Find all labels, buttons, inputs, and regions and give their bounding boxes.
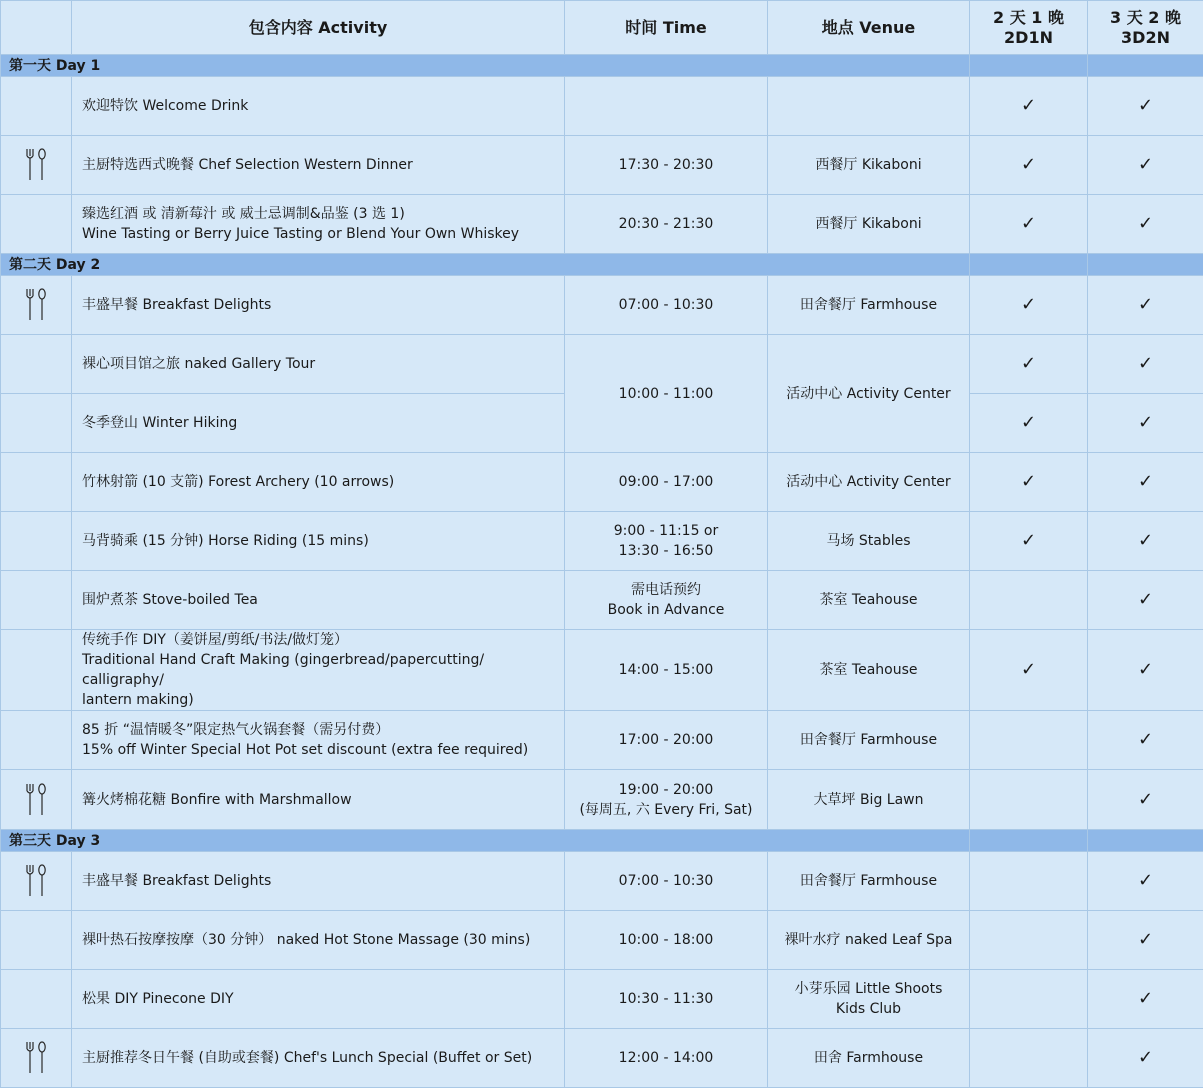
- venue-cell-line: 马场 Stables: [778, 531, 959, 551]
- header-2d1n-en: 2D1N: [980, 28, 1077, 48]
- time-cell: [565, 276, 768, 335]
- activity-cell-line: 裸心项目馆之旅 naked Gallery Tour: [82, 354, 554, 374]
- activity-cell: [72, 512, 565, 571]
- check-3d2n: ✓: [1088, 1029, 1203, 1088]
- activity-cell: [72, 335, 565, 394]
- utensils-icon: [23, 287, 49, 323]
- venue-cell: [768, 630, 970, 711]
- header-icon-col: [1, 1, 72, 55]
- venue-cell-line: 西餐厅 Kikaboni: [778, 214, 959, 234]
- check-2d1n: [970, 970, 1088, 1029]
- venue-cell-line: 田舍餐厅 Farmhouse: [778, 295, 959, 315]
- activity-cell: [72, 770, 565, 830]
- day-pkg1-cell: [970, 254, 1088, 276]
- activity-cell: [72, 1029, 565, 1088]
- icon-cell: [1, 394, 72, 453]
- check-2d1n: ✓: [970, 394, 1088, 453]
- activity-cell-line: 竹林射箭 (10 支箭) Forest Archery (10 arrows): [82, 472, 554, 492]
- venue-cell-line: 活动中心 Activity Center: [778, 472, 959, 492]
- venue-cell: [768, 1029, 970, 1088]
- venue-cell-line: Kids Club: [778, 999, 959, 1019]
- check-3d2n: ✓: [1088, 770, 1203, 830]
- time-cell-line: 需电话预约: [575, 580, 757, 600]
- time-cell: [565, 77, 768, 136]
- check-2d1n: [970, 911, 1088, 970]
- header-3d2n-cn: 3 天 2 晚: [1098, 8, 1193, 28]
- activity-cell-line: lantern making): [82, 690, 554, 710]
- time-cell: [565, 335, 768, 453]
- check-3d2n: ✓: [1088, 77, 1203, 136]
- time-cell: [565, 453, 768, 512]
- utensils-icon: [23, 863, 49, 899]
- activity-row: [1, 571, 1203, 630]
- icon-cell: [1, 453, 72, 512]
- activity-cell: [72, 195, 565, 254]
- venue-cell: [768, 911, 970, 970]
- time-cell: [565, 711, 768, 770]
- check-3d2n: ✓: [1088, 276, 1203, 335]
- check-2d1n: ✓: [970, 453, 1088, 512]
- activity-cell: [72, 394, 565, 453]
- day-pkg2-cell: [1088, 830, 1203, 852]
- day-pkg1-cell: [970, 55, 1088, 77]
- check-2d1n: [970, 1029, 1088, 1088]
- time-cell-line: 17:30 - 20:30: [575, 155, 757, 175]
- icon-cell: [1, 911, 72, 970]
- time-cell: [565, 770, 768, 830]
- activity-cell: [72, 571, 565, 630]
- check-2d1n: [970, 852, 1088, 911]
- icon-cell: [1, 195, 72, 254]
- time-cell: [565, 1029, 768, 1088]
- activity-row: [1, 276, 1203, 335]
- check-3d2n: ✓: [1088, 711, 1203, 770]
- activity-cell-line: 臻选红酒 或 清新莓汁 或 威士忌调制&品鉴 (3 选 1): [82, 204, 554, 224]
- utensils-icon: [23, 147, 49, 183]
- activity-row: [1, 852, 1203, 911]
- activity-cell-line: 欢迎特饮 Welcome Drink: [82, 96, 554, 116]
- time-cell-line: 07:00 - 10:30: [575, 295, 757, 315]
- activity-row: [1, 630, 1203, 711]
- venue-cell: [768, 512, 970, 571]
- activity-cell: [72, 136, 565, 195]
- activity-cell-line: 主厨特选西式晚餐 Chef Selection Western Dinner: [82, 155, 554, 175]
- time-cell: [565, 630, 768, 711]
- time-cell: [565, 571, 768, 630]
- check-2d1n: [970, 571, 1088, 630]
- activity-row: [1, 711, 1203, 770]
- venue-cell: [768, 136, 970, 195]
- activity-cell: [72, 453, 565, 512]
- activity-cell-line: 篝火烤棉花糖 Bonfire with Marshmallow: [82, 790, 554, 810]
- activity-cell-line: Wine Tasting or Berry Juice Tasting or Blend Your Own Whiskey: [82, 224, 554, 244]
- venue-cell-line: 茶室 Teahouse: [778, 590, 959, 610]
- check-3d2n: ✓: [1088, 394, 1203, 453]
- header-3d2n-en: 3D2N: [1098, 28, 1193, 48]
- time-cell-line: 10:00 - 11:00: [575, 384, 757, 404]
- icon-cell: [1, 852, 72, 911]
- day-header-row: [1, 55, 1203, 77]
- day-title: 第三天 Day 3: [1, 830, 970, 852]
- activity-row: [1, 1029, 1203, 1088]
- time-cell-line: 20:30 - 21:30: [575, 214, 757, 234]
- time-cell-line: 09:00 - 17:00: [575, 472, 757, 492]
- activity-cell-line: 丰盛早餐 Breakfast Delights: [82, 295, 554, 315]
- icon-cell: [1, 77, 72, 136]
- venue-cell-line: 茶室 Teahouse: [778, 660, 959, 680]
- venue-cell: [768, 711, 970, 770]
- activity-cell: [72, 77, 565, 136]
- time-cell-line: 12:00 - 14:00: [575, 1048, 757, 1068]
- activity-cell-line: 15% off Winter Special Hot Pot set discount (extra fee required): [82, 740, 554, 760]
- activity-cell: [72, 630, 565, 711]
- check-2d1n: ✓: [970, 276, 1088, 335]
- check-2d1n: ✓: [970, 195, 1088, 254]
- day-header-row: [1, 254, 1203, 276]
- check-3d2n: ✓: [1088, 195, 1203, 254]
- activity-row: [1, 770, 1203, 830]
- time-cell-line: 10:00 - 18:00: [575, 930, 757, 950]
- time-cell-line: 13:30 - 16:50: [575, 541, 757, 561]
- venue-cell: [768, 571, 970, 630]
- check-3d2n: ✓: [1088, 911, 1203, 970]
- venue-cell-line: 田舍餐厅 Farmhouse: [778, 871, 959, 891]
- check-3d2n: ✓: [1088, 512, 1203, 571]
- header-2d1n-cn: 2 天 1 晚: [980, 8, 1077, 28]
- venue-cell-line: 活动中心 Activity Center: [778, 384, 959, 404]
- check-3d2n: ✓: [1088, 571, 1203, 630]
- check-3d2n: ✓: [1088, 136, 1203, 195]
- activity-row: [1, 970, 1203, 1029]
- venue-cell: [768, 852, 970, 911]
- icon-cell: [1, 770, 72, 830]
- venue-cell-line: 田舍 Farmhouse: [778, 1048, 959, 1068]
- time-cell-line: 9:00 - 11:15 or: [575, 521, 757, 541]
- time-cell-line: 10:30 - 11:30: [575, 989, 757, 1009]
- time-cell-line: 17:00 - 20:00: [575, 730, 757, 750]
- icon-cell: [1, 1029, 72, 1088]
- activity-row: [1, 195, 1203, 254]
- header-3d2n: [1088, 1, 1203, 55]
- time-cell: [565, 911, 768, 970]
- venue-cell: [768, 276, 970, 335]
- activity-row: [1, 77, 1203, 136]
- venue-cell: [768, 77, 970, 136]
- venue-cell-line: 田舍餐厅 Farmhouse: [778, 730, 959, 750]
- header-row: [1, 1, 1203, 55]
- activity-cell-line: 85 折 “温情暖冬”限定热气火锅套餐（需另付费）: [82, 720, 554, 740]
- header-venue: 地点 Venue: [768, 1, 970, 55]
- venue-cell-line: 大草坪 Big Lawn: [778, 790, 959, 810]
- header-2d1n: [970, 1, 1088, 55]
- icon-cell: [1, 512, 72, 571]
- check-2d1n: ✓: [970, 136, 1088, 195]
- venue-cell: [768, 335, 970, 453]
- activity-cell-line: 马背骑乘 (15 分钟) Horse Riding (15 mins): [82, 531, 554, 551]
- activity-cell-line: 丰盛早餐 Breakfast Delights: [82, 871, 554, 891]
- time-cell: [565, 512, 768, 571]
- check-2d1n: ✓: [970, 630, 1088, 711]
- time-cell: [565, 136, 768, 195]
- activity-cell-line: 围炉煮茶 Stove-boiled Tea: [82, 590, 554, 610]
- time-cell: [565, 195, 768, 254]
- activity-row: [1, 512, 1203, 571]
- venue-cell: [768, 970, 970, 1029]
- activity-cell-line: Traditional Hand Craft Making (gingerbread/papercutting/ calligraphy/: [82, 650, 554, 690]
- activity-row: [1, 136, 1203, 195]
- activity-cell: [72, 911, 565, 970]
- utensils-icon: [23, 1040, 49, 1076]
- day-pkg1-cell: [970, 830, 1088, 852]
- check-3d2n: ✓: [1088, 852, 1203, 911]
- icon-cell: [1, 571, 72, 630]
- activity-cell-line: 传统手作 DIY（姜饼屋/剪纸/书法/做灯笼）: [82, 630, 554, 650]
- icon-cell: [1, 136, 72, 195]
- venue-cell: [768, 770, 970, 830]
- icon-cell: [1, 276, 72, 335]
- activity-cell-line: 松果 DIY Pinecone DIY: [82, 989, 554, 1009]
- venue-cell-line: 西餐厅 Kikaboni: [778, 155, 959, 175]
- time-cell: [565, 852, 768, 911]
- check-3d2n: ✓: [1088, 970, 1203, 1029]
- icon-cell: [1, 335, 72, 394]
- time-cell-line: 14:00 - 15:00: [575, 660, 757, 680]
- activity-cell: [72, 276, 565, 335]
- header-time: 时间 Time: [565, 1, 768, 55]
- header-activity: 包含内容 Activity: [72, 1, 565, 55]
- icon-cell: [1, 630, 72, 711]
- venue-cell-line: 裸叶水疗 naked Leaf Spa: [778, 930, 959, 950]
- check-2d1n: [970, 770, 1088, 830]
- venue-cell: [768, 195, 970, 254]
- day-title: 第一天 Day 1: [1, 55, 970, 77]
- check-2d1n: ✓: [970, 335, 1088, 394]
- activity-cell-line: 冬季登山 Winter Hiking: [82, 413, 554, 433]
- activity-row: [1, 453, 1203, 512]
- utensils-icon: [23, 782, 49, 818]
- time-cell-line: (每周五, 六 Every Fri, Sat): [575, 800, 757, 820]
- time-cell: [565, 970, 768, 1029]
- day-pkg2-cell: [1088, 55, 1203, 77]
- check-3d2n: ✓: [1088, 630, 1203, 711]
- day-header-row: [1, 830, 1203, 852]
- check-2d1n: [970, 711, 1088, 770]
- time-cell-line: 07:00 - 10:30: [575, 871, 757, 891]
- icon-cell: [1, 711, 72, 770]
- check-2d1n: ✓: [970, 512, 1088, 571]
- day-title: 第二天 Day 2: [1, 254, 970, 276]
- day-pkg2-cell: [1088, 254, 1203, 276]
- check-2d1n: ✓: [970, 77, 1088, 136]
- activity-cell: [72, 970, 565, 1029]
- icon-cell: [1, 970, 72, 1029]
- venue-cell-line: 小芽乐园 Little Shoots: [778, 979, 959, 999]
- activity-cell-line: 主厨推荐冬日午餐 (自助或套餐) Chef's Lunch Special (Buffet or Set): [82, 1048, 554, 1068]
- activity-cell-line: 裸叶热石按摩按摩（30 分钟） naked Hot Stone Massage (30 mins): [82, 930, 554, 950]
- activity-row: [1, 335, 1203, 394]
- venue-cell: [768, 453, 970, 512]
- activity-cell: [72, 711, 565, 770]
- activity-cell: [72, 852, 565, 911]
- check-3d2n: ✓: [1088, 335, 1203, 394]
- time-cell-line: Book in Advance: [575, 600, 757, 620]
- activity-row: [1, 911, 1203, 970]
- time-cell-line: 19:00 - 20:00: [575, 780, 757, 800]
- check-3d2n: ✓: [1088, 453, 1203, 512]
